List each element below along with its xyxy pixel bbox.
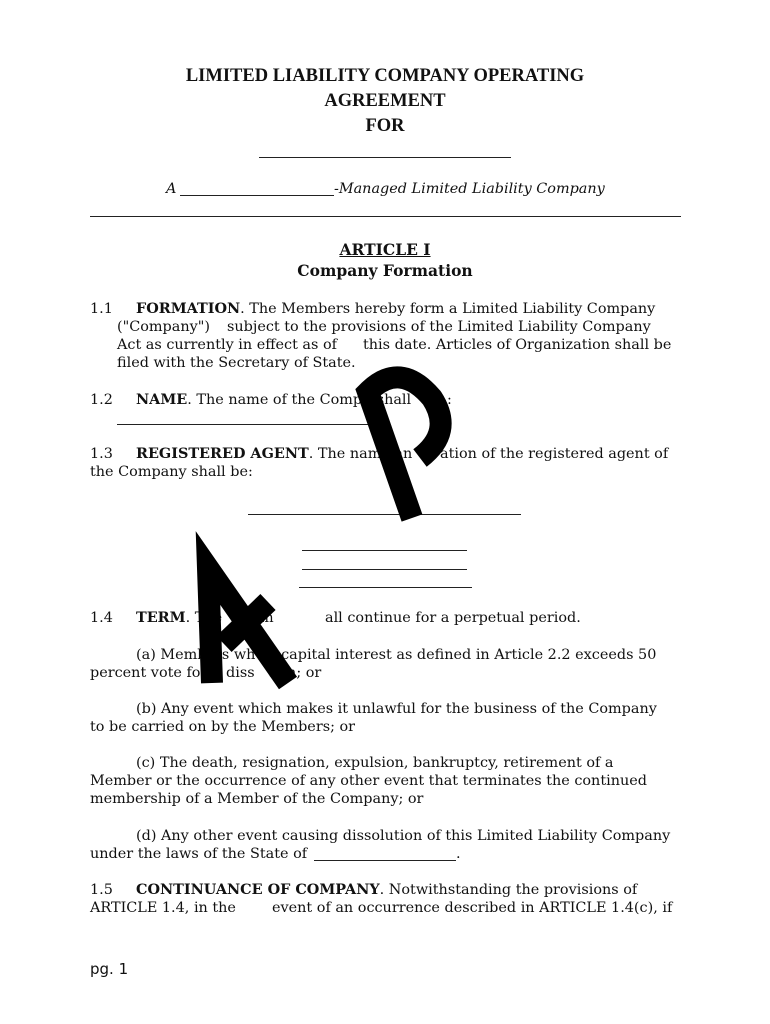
clause-b-line-2: to be carried on by the Members; or [90,719,356,735]
section-1-1-number: 1.1 [90,301,113,317]
clause-a-line-1a: (a) Members wh [136,647,256,663]
section-1-1-line-2a: ("Company") [117,319,210,335]
clause-a-line-1b: e capital interest as defined in Article 2.2 exceeds 50 [268,647,657,663]
company-name-line [117,424,379,425]
section-1-3-text-b: ation of the registered agent of [440,446,669,462]
clause-c-line-1: (c) The death, resignation, expulsion, bankruptcy, retirement of a [136,755,614,771]
clause-d-line-2b: . [456,846,461,862]
section-1-1-line-3a: Act as currently in effect as of [117,337,337,353]
section-1-4-text-b: mpan [233,610,274,626]
section-1-4-text-a: . The [185,610,223,626]
section-1-2-text-b: y shall [364,392,412,408]
section-1-1-line-3b: this date. Articles of Organization shall be [363,337,672,353]
section-1-2-text-a: . The name of the Comp [187,392,363,408]
manager-type-blank [180,195,334,196]
section-1-1-line-1 [136,300,655,318]
section-1-5-line-2b: event of an occurrence described in ARTICLE 1.4(c), if [272,900,673,916]
company-name-blank [259,157,511,158]
clause-a-line-2b: diss [226,665,255,681]
agent-name-line [248,514,521,515]
section-1-1-line-4: filed with the Secretary of State. [117,355,356,371]
section-1-5-heading: CONTINUANCE OF COMPANY [136,881,380,898]
clause-b-line-1: (b) Any event which makes it unlawful for the business of the Company [136,701,657,717]
page-number: pg. 1 [90,960,129,978]
clause-c-line-2: Member or the occurrence of any other event that terminates the continued [90,773,647,789]
section-1-4-line-1 [136,609,222,627]
section-1-2-line-1 [136,391,362,409]
section-1-3-number: 1.3 [90,446,113,462]
section-1-4-number: 1.4 [90,610,113,626]
section-1-5-number: 1.5 [90,882,113,898]
section-1-3-line-2: the Company shall be: [90,464,253,480]
article-number: ARTICLE I [339,240,431,259]
section-1-2-number: 1.2 [90,392,113,408]
subtitle-suffix: -Managed Limited Liability Company [334,181,605,197]
section-1-2-heading: NAME [136,391,188,408]
section-1-1-line-2b: subject to the provisions of the Limited Liability Company [227,319,651,335]
agent-address-line-2 [302,569,467,570]
header-divider [90,216,681,217]
clause-c-line-3: membership of a Member of the Company; or [90,791,424,807]
agent-address-line-3 [299,587,472,588]
section-1-3-line-1 [136,445,412,463]
clause-d-line-2a: under the laws of the State of [90,846,308,862]
clause-a-line-2a: percent vote for [90,665,208,681]
title-line-3: FOR [365,116,405,136]
section-1-5-line-1 [136,881,637,899]
section-1-5-text-1: . Notwithstanding the provisions of [379,882,638,898]
article-name: Company Formation [297,261,473,280]
clause-a-line-2c: tion; or [268,665,322,681]
section-1-1-heading: FORMATION [136,300,241,317]
state-blank [314,860,456,861]
section-1-5-line-2a: ARTICLE 1.4, in the [90,900,236,916]
section-1-4-text-c: all continue for a perpetual period. [325,610,581,626]
section-1-1-text-1: . The Members hereby form a Limited Liability Company [240,301,656,317]
clause-d-line-1: (d) Any other event causing dissolution of this Limited Liability Company [136,828,671,844]
section-1-4-heading: TERM [136,609,186,626]
title-line-2: AGREEMENT [324,91,446,111]
agent-address-line-1 [302,550,467,551]
subtitle-prefix: A [166,181,177,197]
section-1-2-text-c: : [447,392,452,408]
title-line-1: LIMITED LIABILITY COMPANY OPERATING [185,66,585,86]
section-1-3-heading: REGISTERED AGENT [136,445,309,462]
section-1-3-text-a: . The name an [308,446,413,462]
